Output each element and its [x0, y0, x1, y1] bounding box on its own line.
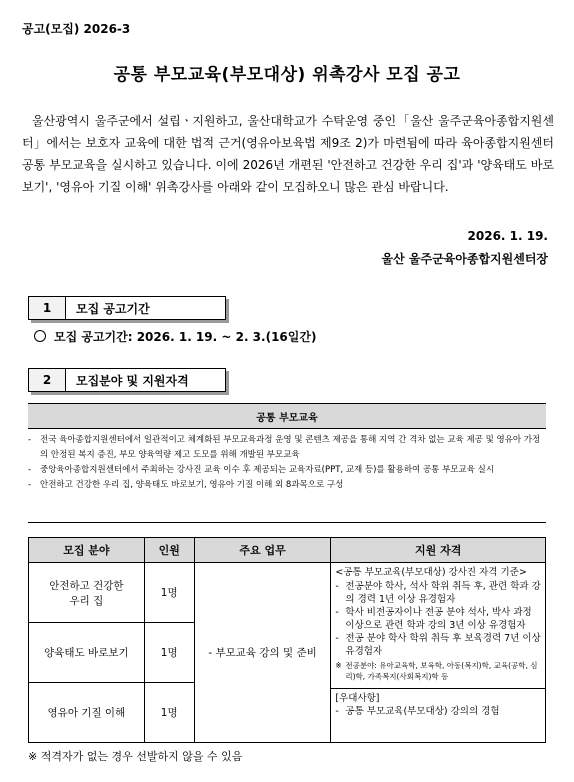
field-cell: 영유아 기질 이해: [29, 683, 145, 743]
info-box-bullets: [28, 433, 546, 493]
section-2-label: 모집분야 및 지원자격: [76, 373, 189, 388]
header-requirements: 지원 자격: [331, 538, 546, 563]
section-1-label: 모집 공고기간: [76, 301, 150, 316]
field-cell: 양육태도 바로보기: [29, 623, 145, 683]
announcement-date: 2026. 1. 19.: [467, 229, 548, 243]
header-field: 모집 분야: [29, 538, 145, 563]
header-duty: 주요 업무: [194, 538, 331, 563]
info-bullet: - 전국 육아종합지원센터에서 일관적이고 체계화된 부모교육과정 운영 및 콘텐츠 제공을 통해 지역 간 격차 없는 교육 제공 및 영유아 가정의 안정된 복지 증진, 부모 양육역량 제고 도모를 위해 개발된 부모교육: [28, 435, 541, 460]
intro-paragraph: 울산광역시 울주군에서 설립ㆍ지원하고, 울산대학교가 수탁운영 중인「울산 울주군육아종합지원센터」에서는 보호자 교육에 대한 법적 근거(영유아보육법 제9조 2)가 마련됨에 따라 육아종합지원센터 공통 부모교육을 실시하고 있습니다. 이에 2026년 개편된 '안전하고 건강한 우리 집'과 '양육태도 바로보기', '영유아 기질 이해' 위촉강사를 아래와 같이 모집하오니 많은 관심 바랍니다.: [22, 114, 554, 194]
requirement-item: - 전공분야 학사, 석사 학위 취득 후, 관련 학과 강의 경력 1년 이상 유경험자: [335, 581, 541, 605]
recruitment-table: [28, 537, 546, 743]
footnote: ※ 적격자가 없는 경우 선발하지 않을 수 있음: [28, 750, 243, 763]
section-2-number: 2: [29, 369, 66, 391]
duty-cell: - 부모교육 강의 및 준비: [194, 563, 331, 743]
requirements-heading: <공통 부모교육(부모대상) 강사진 자격 기준>: [335, 567, 527, 578]
preference-section: [331, 688, 545, 718]
info-bullet: - 중앙육아종합지원센터에서 주최하는 강사진 교육 이수 후 제공되는 교육자료(PPT, 교재 등)를 활용하여 공통 부모교육 실시: [28, 465, 495, 475]
preference-item: - 공통 부모교육(부모대상) 강의의 경험: [335, 706, 500, 717]
requirement-item: - 학사 비전공자이나 전공 분야 석사, 박사 과정 이상으로 관련 학과 강의 3년 이상 유경험자: [335, 607, 532, 631]
count-cell: 1명: [144, 563, 194, 623]
info-box-title: 공통 부모교육: [28, 403, 546, 429]
circle-bullet-icon: [34, 330, 46, 342]
organization-name: 울산 울주군육아종합지원센터장: [381, 252, 548, 266]
recruitment-period: [34, 328, 316, 345]
major-note: ※ 전공분야: 유아교육학, 보육학, 아동(복지)학, 교육(공학, 심리)학, 가족복지(사회복지)학 등: [335, 661, 538, 681]
table-header-row: [29, 538, 546, 563]
requirement-item: - 전공 분야 학사 학위 취득 후 보육경력 7년 이상 유경험자: [335, 633, 541, 657]
section-1-number: 1: [29, 297, 66, 319]
preference-heading: [우대사항]: [335, 693, 380, 704]
section-2-header: [28, 368, 226, 392]
count-cell: 1명: [144, 623, 194, 683]
count-cell: 1명: [144, 683, 194, 743]
info-bullet: - 안전하고 건강한 우리 집, 양육태도 바로보기, 영유아 기질 이해 외 8과목으로 구성: [28, 480, 344, 490]
notice-tag: 공고(모집) 2026-3: [22, 22, 131, 36]
info-box-bottom-rule: [28, 522, 546, 523]
header-count: 인원: [144, 538, 194, 563]
period-text: 모집 공고기간: 2026. 1. 19. ~ 2. 3.(16일간): [54, 330, 317, 344]
table-row: [29, 563, 546, 623]
page-title: 공통 부모교육(부모대상) 위촉강사 모집 공고: [113, 65, 461, 85]
requirements-cell: [331, 563, 546, 743]
section-1-header: [28, 296, 226, 320]
field-cell: 안전하고 건강한 우리 집: [29, 563, 145, 623]
